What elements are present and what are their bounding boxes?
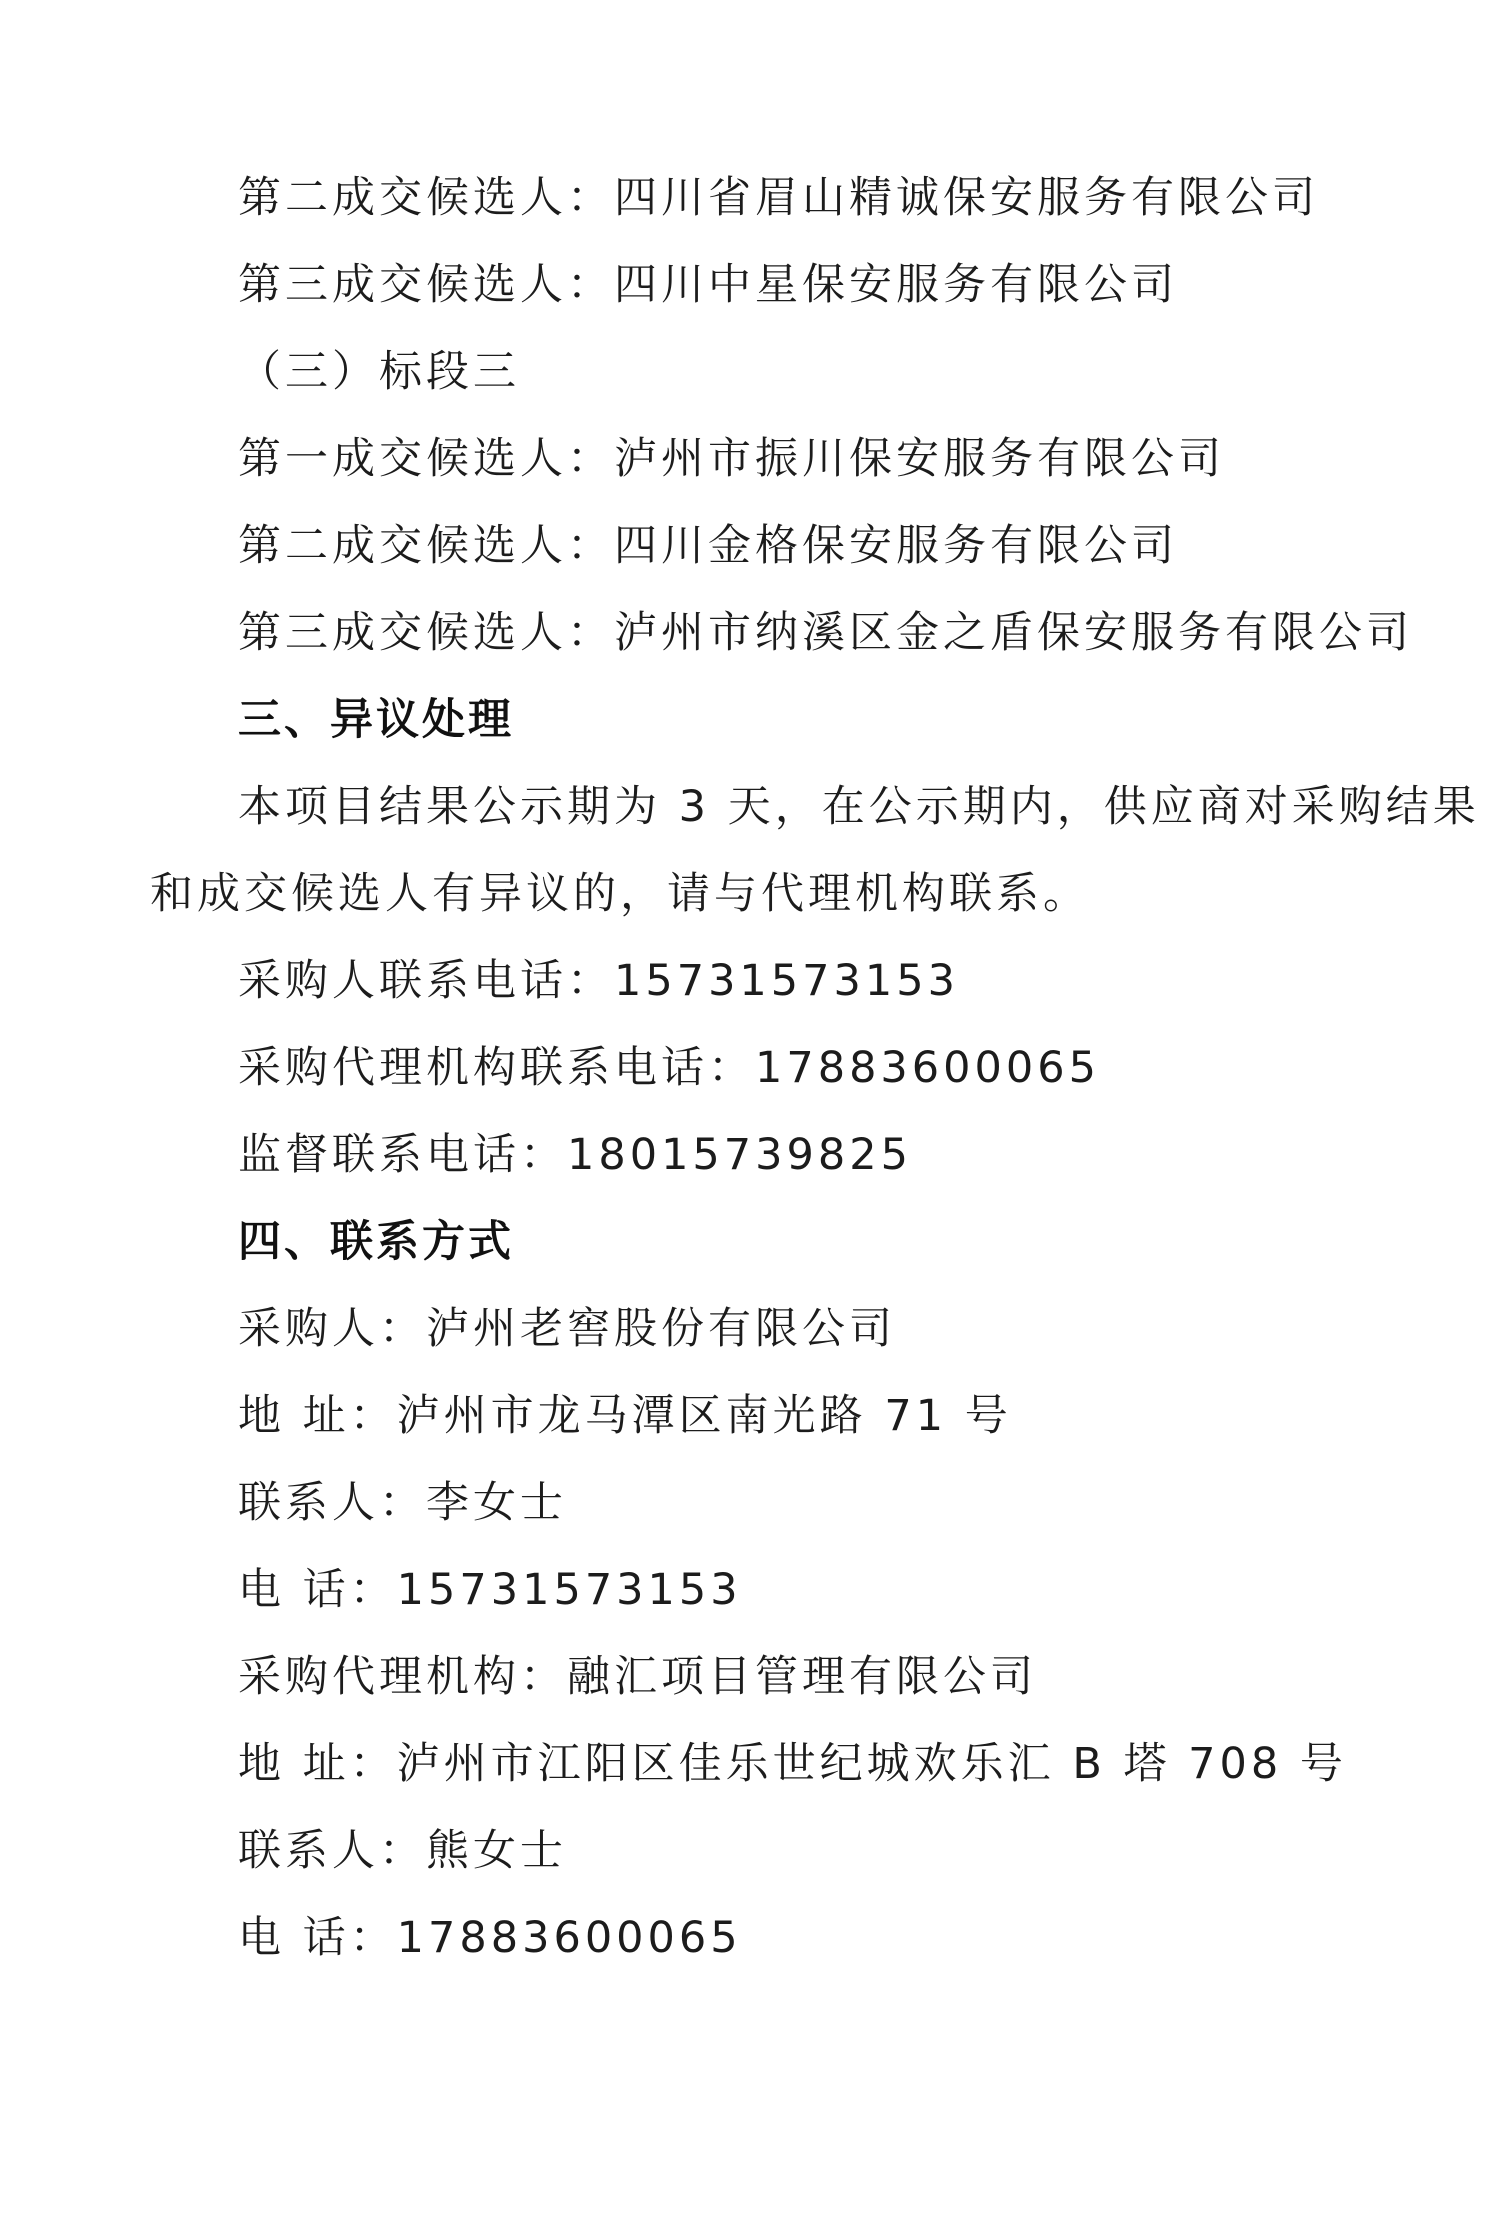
candidate-line-lot3-second: 第二成交候选人：四川金格保安服务有限公司 — [238, 521, 1178, 571]
agency-phone-line: 采购代理机构联系电话：17883600065 — [238, 1043, 1100, 1093]
heading-contact-info: 四、联系方式 — [238, 1217, 514, 1267]
agency-contact-person-line: 联系人：熊女士 — [238, 1826, 567, 1876]
candidate-line-lot3-third: 第三成交候选人：泸州市纳溪区金之盾保安服务有限公司 — [238, 608, 1413, 658]
candidate-line-lot2-third: 第三成交候选人：四川中星保安服务有限公司 — [238, 260, 1178, 310]
agency-telephone-line: 电 话：17883600065 — [238, 1913, 742, 1963]
heading-objection-handling: 三、异议处理 — [238, 695, 514, 745]
purchaser-phone-line: 采购人联系电话：15731573153 — [238, 956, 959, 1006]
candidate-line-lot3-first: 第一成交候选人：泸州市振川保安服务有限公司 — [238, 434, 1225, 484]
supervision-phone-line: 监督联系电话：18015739825 — [238, 1130, 912, 1180]
section-lot3-label: （三）标段三 — [238, 347, 520, 397]
agency-address-line: 地 址：泸州市江阳区佳乐世纪城欢乐汇 B 塔 708 号 — [238, 1739, 1347, 1789]
purchaser-address-line: 地 址：泸州市龙马潭区南光路 71 号 — [238, 1391, 1012, 1441]
objection-paragraph-line-2: 和成交候选人有异议的，请与代理机构联系。 — [150, 869, 1090, 919]
purchaser-telephone-line: 电 话：15731573153 — [238, 1565, 742, 1615]
candidate-line-lot2-second: 第二成交候选人：四川省眉山精诚保安服务有限公司 — [238, 173, 1319, 223]
purchaser-contact-person-line: 联系人：李女士 — [238, 1478, 567, 1528]
agency-name-line: 采购代理机构：融汇项目管理有限公司 — [238, 1652, 1037, 1702]
purchaser-name-line: 采购人：泸州老窖股份有限公司 — [238, 1304, 896, 1354]
objection-paragraph-line-1: 本项目结果公示期为 3 天，在公示期内，供应商对采购结果 — [238, 782, 1480, 832]
